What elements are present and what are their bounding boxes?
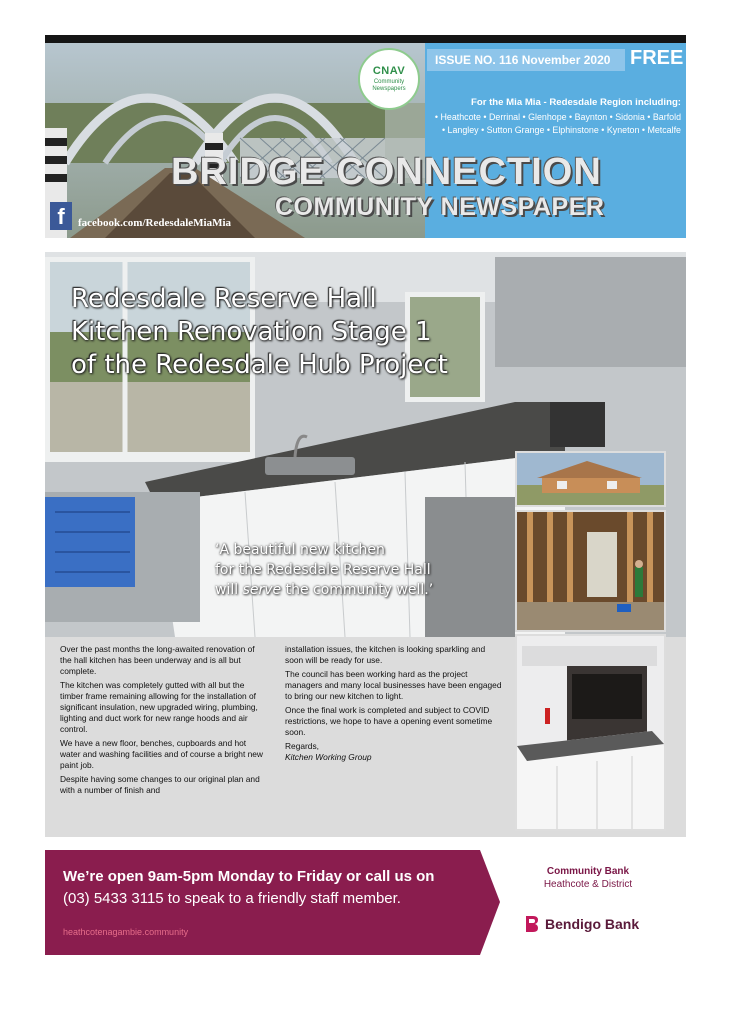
bendigo-bank-name: Bendigo Bank — [545, 916, 640, 932]
quote-line-3 — [215, 580, 475, 600]
article-paragraph: Over the past months the long-awaited renovation of the hall kitchen has been underway and is all but complete. — [60, 644, 255, 676]
article-paragraph: The council has been working hard as the project managers and many local businesses have been engaged to bring our new kitchen to light. — [285, 669, 502, 701]
article-paragraph: installation issues, the kitchen is looking sparkling and soon will be ready for use. — [285, 644, 486, 665]
article-paragraph: We have a new floor, benches, cupboards and hot water and washing facilities and of course a bright new paint job. — [60, 738, 263, 770]
quote-line-3c: the community well.’ — [281, 582, 434, 598]
masthead-top-bar — [45, 35, 686, 43]
region-heading: For the Mia Mia - Redesdale Region including: — [470, 97, 681, 108]
headline-line-1: Redesdale Reserve Hall — [71, 284, 377, 314]
article-paragraph: Despite having some changes to our original plan and with a number of finish and — [60, 774, 260, 795]
ad-hours-text: We’re open 9am-5pm Monday to Friday or call us on — [63, 868, 435, 885]
renovation-frame-photo — [515, 510, 666, 632]
hall-exterior-photo — [515, 451, 666, 507]
facebook-link[interactable]: facebook.com/RedesdaleMiaMia — [78, 217, 232, 229]
newspaper-title: BRIDGE CONNECTION — [171, 151, 602, 193]
new-kitchen-photo — [515, 634, 666, 831]
feature-headline — [71, 283, 671, 382]
headline-line-3: of the Redesdale Hub Project — [71, 350, 448, 380]
bank-name-line-2: Heathcote & District — [543, 879, 633, 890]
article-regards: Regards, — [285, 741, 319, 751]
cnav-logo — [358, 48, 420, 110]
region-line-2: • Langley • Sutton Grange • Elphinstone • Kyneton • Metcalfe — [441, 125, 681, 135]
bank-name-line-1: Community Bank — [546, 866, 630, 877]
logo-mark: CNAV — [372, 65, 406, 77]
ad-url-link[interactable]: heathcotenagambie.community — [63, 927, 189, 937]
facebook-icon[interactable]: f — [50, 202, 72, 230]
pull-quote — [215, 540, 475, 600]
article-signoff: Kitchen Working Group — [285, 752, 372, 762]
article-paragraph: The kitchen was completely gutted with all but the timber frame remaining allowing for the installation of significant insulation, new upgraded wiring, plumbing, lighting and duct work for new range hoods and air control. — [60, 680, 258, 734]
issue-number: ISSUE NO. 116 November 2020 — [427, 49, 625, 71]
ad-phone-text: (03) 5433 3115 to speak to a friendly staff member. — [63, 890, 401, 907]
region-line-1: • Heathcote • Derrinal • Glenhope • Baynton • Sidonia • Barfold — [434, 112, 681, 122]
bendigo-bank-logo — [525, 915, 539, 933]
article-column-2 — [285, 644, 503, 763]
free-label: FREE — [630, 47, 684, 69]
article-column-1 — [60, 644, 268, 799]
quote-line-3a: will — [215, 582, 243, 598]
headline-line-2: Kitchen Renovation Stage 1 — [71, 317, 432, 347]
masthead — [45, 35, 686, 238]
newspaper-subtitle: COMMUNITY NEWSPAPER — [275, 193, 605, 221]
logo-subtitle: Community Newspapers — [372, 79, 406, 92]
region-list — [390, 111, 681, 137]
quote-line-2: for the Redesdale Reserve Hall — [215, 562, 431, 578]
article-paragraph: Once the final work is completed and subject to COVID restrictions, we hope to have a opening event sometime soon. — [285, 705, 493, 737]
quote-emphasis: serve — [242, 582, 282, 598]
quote-line-1: ‘A beautiful new kitchen — [215, 542, 385, 558]
